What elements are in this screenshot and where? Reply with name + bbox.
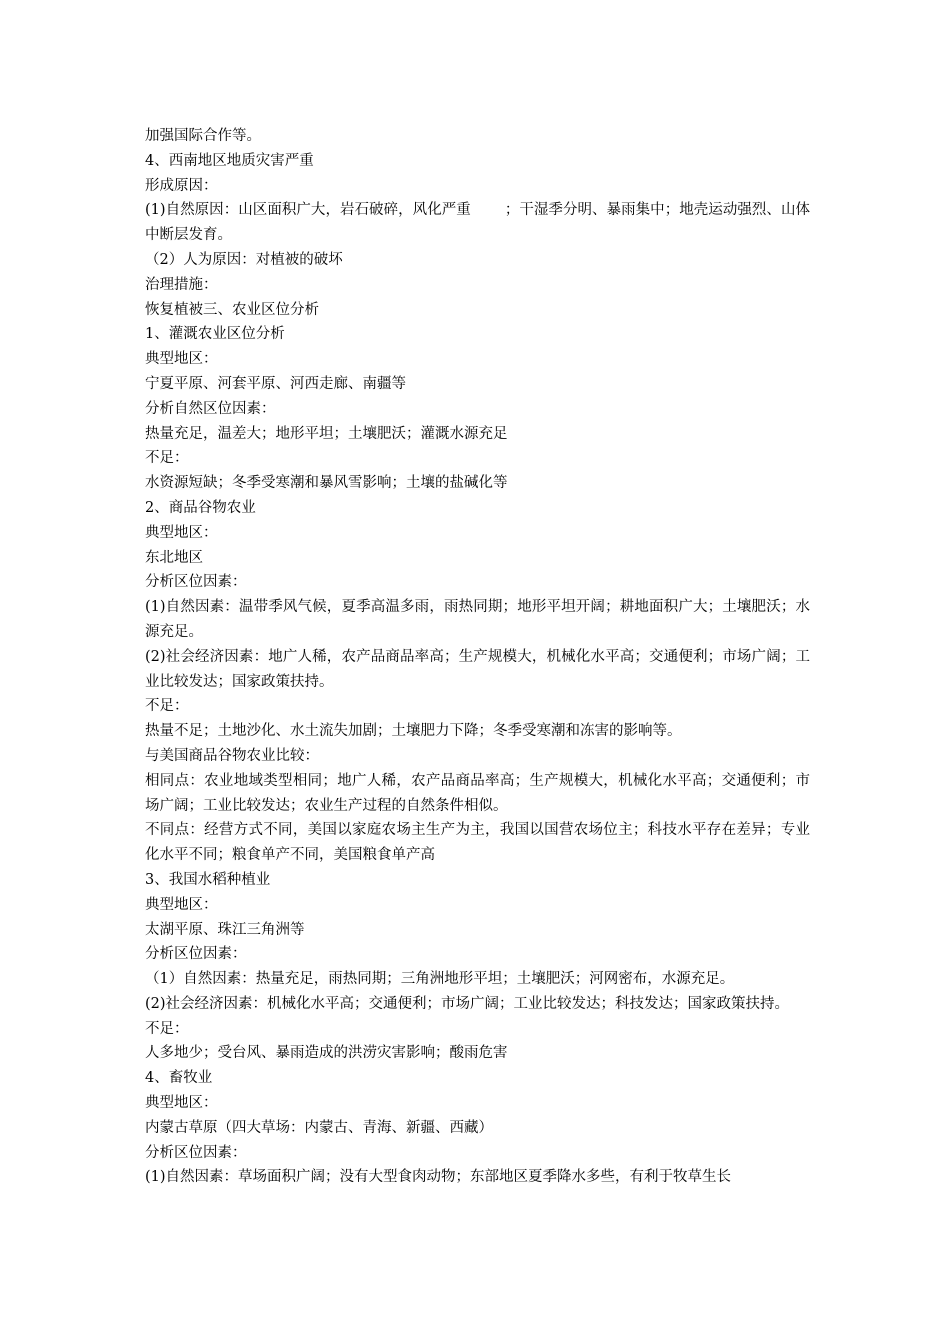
subheading: 典型地区： (145, 524, 218, 541)
section-heading: 3、我国水稻种植业 (145, 871, 271, 888)
text-line: 东北地区 (145, 549, 203, 566)
section-heading: 1、灌溉农业区位分析 (145, 326, 285, 343)
subheading: 分析区位因素： (145, 946, 247, 963)
document-body (145, 124, 810, 1190)
paragraph: (2)社会经济因素：地广人稀，农产品商品率高；生产规模大，机械化水平高；交通便利；市场广阔；工业比较发达；国家政策扶持。 (145, 648, 810, 690)
subheading: 形成原因： (145, 177, 218, 194)
section-heading: 2、商品谷物农业 (145, 499, 256, 516)
subheading: 不足： (145, 698, 189, 715)
subheading: 分析区位因素： (145, 1144, 247, 1161)
text-line: 热量不足；土地沙化、水土流失加剧；土壤肥力下降；冬季受寒潮和冻害的影响等。 (145, 723, 682, 740)
text-line: 热量充足，温差大；地形平坦；土壤肥沃；灌溉水源充足 (145, 425, 508, 442)
natural-cause-paragraph (145, 198, 810, 248)
paragraph: 不同点：经营方式不同，美国以家庭农场主生产为主，我国以国营农场位主；科技水平存在差异；专业化水平不同；粮食单产不同，美国粮食单产高 (145, 822, 810, 864)
subheading: 典型地区： (145, 1095, 218, 1112)
section-heading: 4、西南地区地质灾害严重 (145, 152, 314, 169)
subheading: 与美国商品谷物农业比较： (145, 747, 319, 764)
text-line: 水资源短缺；冬季受寒潮和暴风雪影响；土壤的盐碱化等 (145, 475, 508, 492)
paragraph: (2)社会经济因素：机械化水平高；交通便利；市场广阔；工业比较发达；科技发达；国家政策扶持。 (145, 995, 790, 1012)
subheading: 不足： (145, 450, 189, 467)
text-line: （2）人为原因：对植被的破坏 (145, 251, 343, 268)
subheading: 不足： (145, 1020, 189, 1037)
text-line: 宁夏平原、河套平原、河西走廊、南疆等 (145, 375, 406, 392)
subheading: 分析区位因素： (145, 574, 247, 591)
text-line: 加强国际合作等。 (145, 128, 261, 144)
natural-cause-part-2: ；干湿季分明、暴雨集中；地壳运动强烈、山体中断层发育。 (145, 202, 811, 244)
text-line: 内蒙古草原（四大草场：内蒙古、青海、新疆、西藏） (145, 1119, 493, 1136)
paragraph: 相同点：农业地域类型相同；地广人稀，农产品商品率高；生产规模大，机械化水平高；交通便利；市场广阔；工业比较发达；农业生产过程的自然条件相似。 (145, 772, 810, 814)
natural-cause-part-1: (1)自然原因：山区面积广大，岩石破碎，风化严重 (145, 202, 471, 219)
subheading: 分析自然区位因素： (145, 400, 276, 417)
text-line: 人多地少；受台风、暴雨造成的洪涝灾害影响；酸雨危害 (145, 1045, 508, 1062)
text-line: （1）自然因素：热量充足，雨热同期；三角洲地形平坦；土壤肥沃；河网密布，水源充足。 (145, 971, 735, 988)
text-line: (1)自然因素：草场面积广阔；没有大型食肉动物；东部地区夏季降水多些，有利于牧草生长 (145, 1169, 732, 1186)
paragraph: (1)自然因素：温带季风气候，夏季高温多雨，雨热同期；地形平坦开阔；耕地面积广大；土壤肥沃；水源充足。 (145, 599, 810, 640)
section-heading: 4、畜牧业 (145, 1070, 213, 1087)
text-line: 恢复植被三、农业区位分析 (145, 301, 319, 318)
subheading: 治理措施： (145, 276, 218, 293)
subheading: 典型地区： (145, 896, 218, 913)
subheading: 典型地区： (145, 351, 218, 368)
text-line: 太湖平原、珠江三角洲等 (145, 921, 305, 938)
